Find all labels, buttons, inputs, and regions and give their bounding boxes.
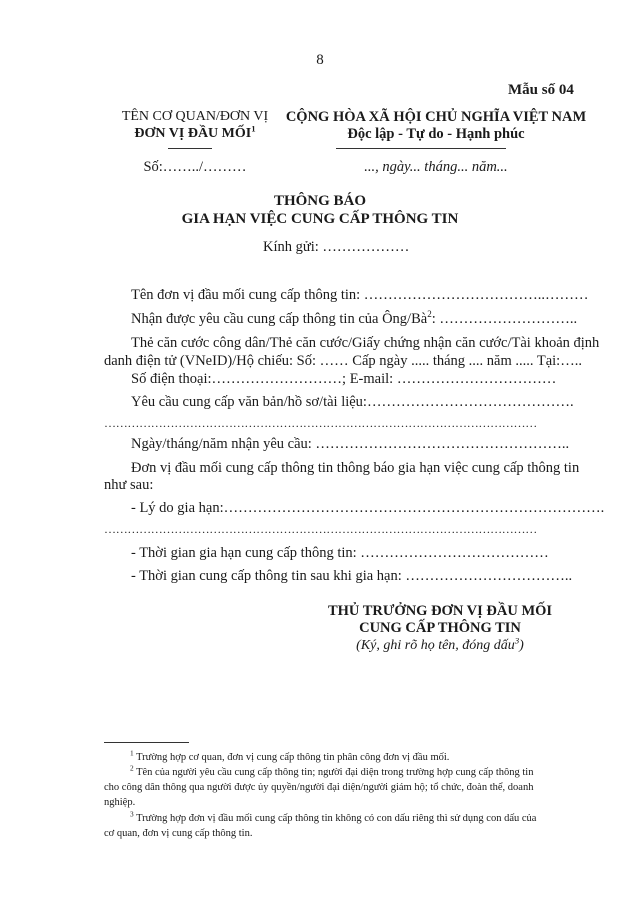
page-number: 8: [316, 52, 324, 68]
agency-name: TÊN CƠ QUAN/ĐƠN VỊ: [121, 109, 269, 124]
field-unit-name: Tên đơn vị đầu mối cung cấp thông tin: ………………………………..………: [131, 287, 589, 303]
footnote-2-line-2: cho công dân thông qua người được ủy quyền/người đại diện/người giám hộ; tổ chức, đoàn thể, doanh: [104, 782, 534, 793]
request-received-label: Nhận được yêu cầu cung cấp thông tin của Ông/Bà: [131, 311, 428, 327]
field-time-after: - Thời gian cung cấp thông tin sau khi gia hạn: ……………………………..: [131, 568, 573, 584]
field-id-line-2: danh điện tử (VNeID)/Hộ chiếu: Số: …… Cấp ngày ..... tháng .... năm ..... Tại:…..: [104, 353, 582, 369]
footnote-separator: [104, 742, 189, 743]
document-title: THÔNG BÁO: [273, 193, 367, 209]
focal-unit-name: [100, 123, 290, 142]
greeting: Kính gửi: ………………: [263, 239, 410, 255]
footnote-ref-1: 1: [251, 123, 256, 134]
document-number: Số:……../………: [143, 159, 247, 175]
footnote-3-text-1: Trường hợp đơn vị đầu mối cung cấp thông tin không có con dấu riêng thì sử dụng con dấu của: [133, 813, 537, 824]
field-phone-email: Số điện thoại:………………………; E-mail: ……………………………: [131, 371, 557, 387]
document-subtitle: GIA HẠN VIỆC CUNG CẤP THÔNG TIN: [181, 211, 459, 227]
dotted-line-2: …………………………………………………………………………………………………: [104, 522, 537, 536]
request-received-dots: : ………………………..: [431, 311, 578, 327]
footnote-ref-2: 2: [427, 309, 432, 320]
field-date-received: Ngày/tháng/năm nhận yêu cầu: ……………………………………………..: [131, 436, 570, 452]
footnote-1-mark: 1: [130, 748, 134, 758]
national-title: CỘNG HÒA XÃ HỘI CHỦ NGHĨA VIỆT NAM: [285, 109, 587, 125]
signature-title: THỦ TRƯỞNG ĐƠN VỊ ĐẦU MỐI: [327, 603, 553, 619]
footnote-3: [130, 811, 536, 826]
field-documents: Yêu cầu cung cấp văn bản/hồ sơ/tài liệu:…………………………………….: [131, 394, 574, 410]
field-request-received: [131, 311, 577, 328]
date-line: ..., ngày... tháng... năm...: [364, 159, 508, 175]
footnote-2-line-3: nghiệp.: [104, 797, 136, 808]
left-header-divider: [168, 148, 212, 149]
right-header-divider: [336, 148, 506, 149]
signature-subtitle: CUNG CẤP THÔNG TIN: [359, 620, 521, 636]
focal-unit-label: ĐƠN VỊ ĐẦU MỐI: [134, 126, 252, 141]
national-motto: Độc lập - Tự do - Hạnh phúc: [347, 126, 525, 142]
notice-line-1: Đơn vị đầu mối cung cấp thông tin thông báo gia hạn việc cung cấp thông tin: [131, 460, 580, 476]
footnote-ref-3: 3: [514, 635, 520, 646]
field-reason: - Lý do gia hạn:…………………………………………………………………….: [131, 500, 605, 516]
field-id-line-1: Thẻ căn cước công dân/Thẻ căn cước/Giấy chứng nhận căn cước/Tài khoản định: [131, 335, 600, 351]
footnote-2-text-1: Tên của người yêu cầu cung cấp thông tin; người đại diện trong trường hợp cung cấp thông tin: [133, 767, 534, 778]
footnote-3-line-2: cơ quan, đơn vị cung cấp thông tin.: [104, 828, 253, 839]
notice-line-2: như sau:: [104, 477, 154, 493]
footnote-3-mark: 3: [130, 809, 134, 819]
form-code: Mẫu số 04: [508, 82, 574, 98]
signature-note: [290, 635, 590, 654]
footnote-1-text: Trường hợp cơ quan, đơn vị cung cấp thông tin phân công đơn vị đầu mối.: [133, 752, 450, 763]
footnote-2-mark: 2: [130, 763, 134, 773]
field-extension-time: - Thời gian gia hạn cung cấp thông tin: …………………………………: [131, 545, 549, 561]
footnote-1: [130, 750, 449, 765]
dotted-line-1: …………………………………………………………………………………………………: [104, 416, 537, 430]
signature-note-close: ): [519, 638, 524, 653]
signature-note-text: (Ký, ghi rõ họ tên, đóng dấu: [356, 638, 515, 653]
footnote-2: [130, 765, 533, 780]
